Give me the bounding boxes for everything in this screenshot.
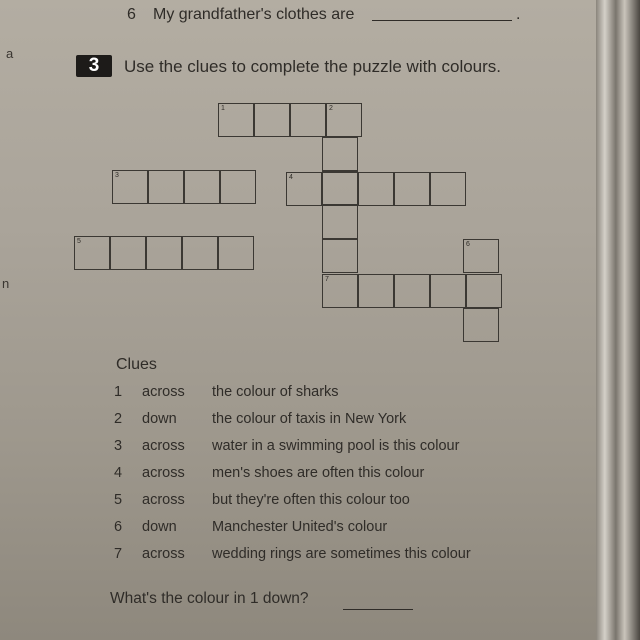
- clue-number: 7: [114, 546, 123, 562]
- clue-direction: across: [142, 465, 185, 481]
- crossword-cell-number: 7: [325, 276, 329, 283]
- crossword-cell-number: 4: [289, 174, 293, 181]
- crossword-cell[interactable]: [74, 236, 110, 270]
- crossword-cell-number: 1: [221, 105, 225, 112]
- final-answer-blank[interactable]: [343, 609, 413, 610]
- crossword-cell[interactable]: [394, 274, 430, 308]
- previous-item-answer-blank[interactable]: [372, 20, 512, 21]
- crossword-cell-number: 6: [466, 241, 470, 248]
- clue-number: 3: [114, 438, 123, 454]
- crossword-cell[interactable]: [322, 172, 358, 206]
- clue-number: 6: [114, 519, 123, 535]
- clue-direction: down: [142, 519, 177, 535]
- crossword-cell[interactable]: [286, 172, 322, 206]
- clue-text: the colour of taxis in New York: [212, 411, 407, 427]
- crossword-cell[interactable]: [358, 274, 394, 308]
- crossword-cell[interactable]: [322, 239, 358, 273]
- crossword-cell[interactable]: [182, 236, 218, 270]
- clue-text: wedding rings are sometimes this colour: [212, 546, 471, 562]
- margin-mark-n: n: [2, 276, 10, 291]
- crossword-cell[interactable]: [220, 170, 256, 204]
- crossword-cell[interactable]: [430, 274, 466, 308]
- crossword-cell[interactable]: [358, 172, 394, 206]
- clue-number: 5: [114, 492, 123, 508]
- crossword-cell[interactable]: [463, 308, 499, 342]
- exercise-number-badge: 3: [76, 55, 112, 77]
- crossword-cell[interactable]: [148, 170, 184, 204]
- crossword-cell[interactable]: [466, 274, 502, 308]
- crossword-cell-number: 2: [329, 105, 333, 112]
- previous-item: [127, 6, 354, 24]
- clue-text: men's shoes are often this colour: [212, 465, 425, 481]
- clue-text: water in a swimming pool is this colour: [212, 438, 460, 454]
- clue-number: 1: [114, 384, 123, 400]
- previous-item-text: My grandfather's clothes are: [153, 6, 355, 23]
- clues-heading: Clues: [116, 356, 157, 373]
- crossword-cell[interactable]: [218, 103, 254, 137]
- page-edge: [596, 0, 640, 640]
- clue-direction: across: [142, 384, 185, 400]
- crossword-cell[interactable]: [254, 103, 290, 137]
- crossword-cell-number: 5: [77, 238, 81, 245]
- crossword-cell[interactable]: [290, 103, 326, 137]
- exercise-instruction: Use the clues to complete the puzzle with colours.: [124, 57, 502, 76]
- clue-direction: across: [142, 492, 185, 508]
- clue-direction: across: [142, 546, 185, 562]
- crossword-cell[interactable]: [430, 172, 466, 206]
- clue-direction: down: [142, 411, 177, 427]
- previous-item-end: .: [516, 6, 521, 23]
- crossword-cell[interactable]: [112, 170, 148, 204]
- clue-direction: across: [142, 438, 185, 454]
- final-question: What's the colour in 1 down?: [110, 590, 309, 607]
- previous-item-number: 6: [127, 6, 136, 23]
- crossword-cell[interactable]: [110, 236, 146, 270]
- crossword-cell-number: 3: [115, 172, 119, 179]
- crossword-cell[interactable]: [146, 236, 182, 270]
- crossword-cell[interactable]: [322, 274, 358, 308]
- clue-text: but they're often this colour too: [212, 492, 410, 508]
- crossword-cell[interactable]: [326, 103, 362, 137]
- clue-text: the colour of sharks: [212, 384, 339, 400]
- crossword-cell[interactable]: [322, 137, 358, 171]
- crossword-cell[interactable]: [394, 172, 430, 206]
- crossword-cell[interactable]: [463, 239, 499, 273]
- crossword-cell[interactable]: [218, 236, 254, 270]
- clue-number: 2: [114, 411, 123, 427]
- crossword-cell[interactable]: [322, 205, 358, 239]
- crossword-cell[interactable]: [184, 170, 220, 204]
- clue-number: 4: [114, 465, 123, 481]
- margin-mark-a: a: [6, 46, 14, 61]
- clue-text: Manchester United's colour: [212, 519, 388, 535]
